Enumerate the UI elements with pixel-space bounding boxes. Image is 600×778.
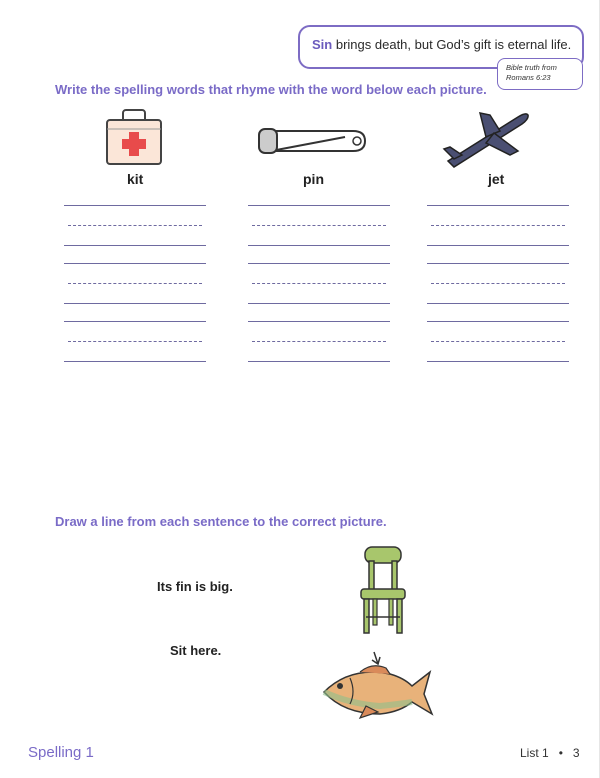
word-pin: pin bbox=[303, 171, 324, 187]
reference-line-2: Romans 6:23 bbox=[506, 73, 551, 82]
writing-line[interactable] bbox=[64, 263, 206, 321]
section2-instruction: Draw a line from each sentence to the correct picture. bbox=[55, 514, 387, 529]
section1-instruction: Write the spelling words that rhyme with the word below each picture. bbox=[55, 82, 487, 97]
writing-line[interactable] bbox=[64, 321, 206, 379]
writing-lines-pin[interactable] bbox=[248, 205, 390, 379]
footer-list: List 1 bbox=[520, 746, 549, 760]
word-kit: kit bbox=[127, 171, 144, 187]
writing-line[interactable] bbox=[64, 205, 206, 263]
fish-icon[interactable] bbox=[320, 648, 436, 724]
sentence-sit[interactable]: Sit here. bbox=[170, 643, 222, 658]
footer-page-info bbox=[520, 746, 580, 760]
jet-airplane-icon bbox=[440, 103, 532, 169]
reference-line-1: Bible truth from bbox=[506, 63, 557, 72]
footer-separator: • bbox=[558, 746, 563, 760]
chair-icon[interactable] bbox=[355, 543, 411, 637]
sentence-fin[interactable]: Its fin is big. bbox=[157, 579, 233, 594]
writing-line[interactable] bbox=[427, 321, 569, 379]
writing-lines-jet[interactable] bbox=[427, 205, 569, 379]
writing-line[interactable] bbox=[427, 205, 569, 263]
writing-lines-kit[interactable] bbox=[64, 205, 206, 379]
writing-line[interactable] bbox=[427, 263, 569, 321]
first-aid-kit-icon bbox=[103, 107, 165, 169]
writing-line[interactable] bbox=[248, 263, 390, 321]
writing-line[interactable] bbox=[248, 205, 390, 263]
bible-reference-tag bbox=[497, 58, 583, 90]
callout-body: brings death, but God’s gift is eternal life. bbox=[335, 37, 572, 52]
footer-page-number: 3 bbox=[572, 746, 580, 760]
callout-text bbox=[312, 37, 571, 52]
safety-pin-icon bbox=[257, 125, 369, 157]
word-jet: jet bbox=[488, 171, 505, 187]
footer-brand: Spelling 1 bbox=[28, 744, 94, 761]
callout-keyword: Sin bbox=[312, 37, 333, 52]
writing-line[interactable] bbox=[248, 321, 390, 379]
